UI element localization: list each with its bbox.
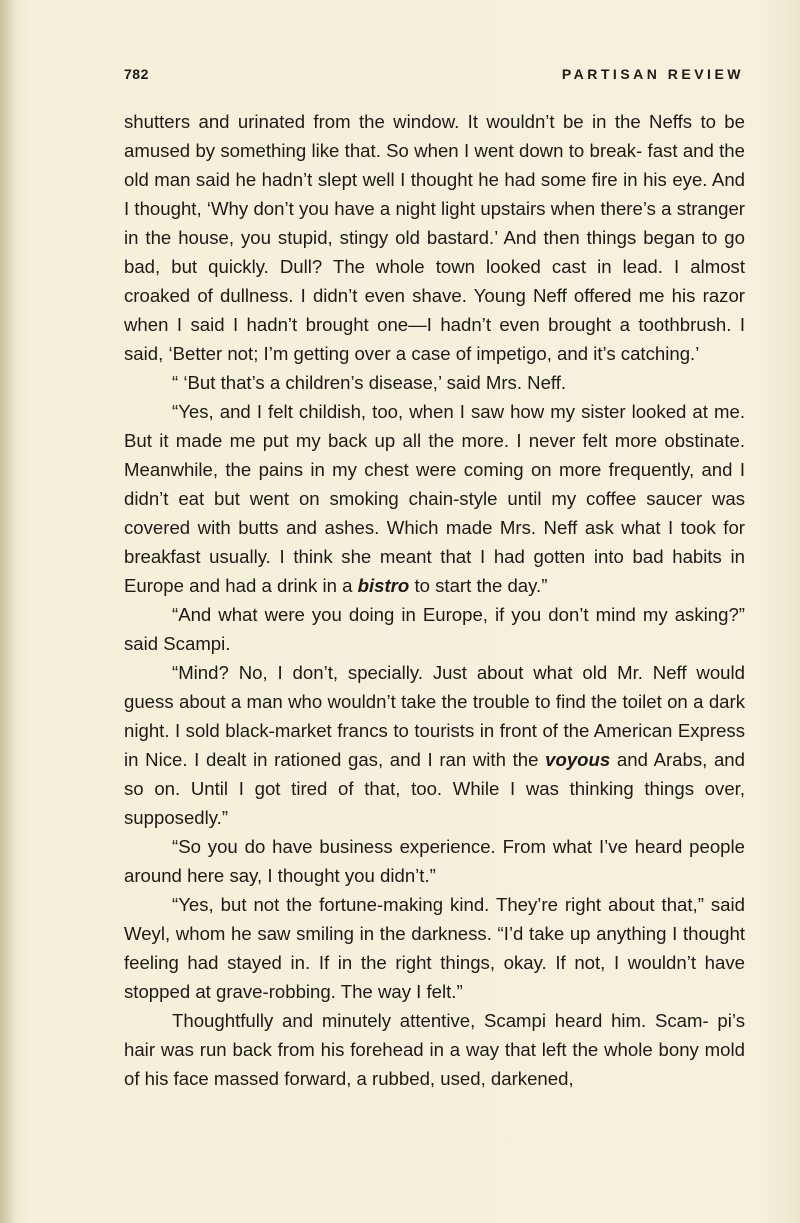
paragraph-text: to start the day.”	[409, 575, 548, 596]
binding-shadow	[0, 0, 16, 1223]
paragraph: “So you do have business experience. From what I’ve heard people around here say, I thought you didn’t.”	[124, 836, 745, 886]
paragraph: “ ‘But that’s a children’s disease,’ said Mrs. Neff.	[172, 372, 567, 393]
paragraph	[124, 658, 745, 832]
paragraph: “And what were you doing in Europe, if you don’t mind my asking?” said Scampi.	[124, 604, 745, 654]
paragraph: shutters and urinated from the window. It wouldn’t be in the Neffs to be amused by something like that. So when I went down to break- fast and the old man said he hadn’t slept well I thought he had some fire in his eye. And I thought, ‘Why don’t you have a night light upstairs when there’s a stranger in the house, you stupid, stingy old bastard.’ And then things began to go bad, but quickly. Dull? The whole town looked cast in lead. I almost croaked of dullness. I didn’t even shave. Young Neff offered me his razor when I said I hadn’t brought one—I hadn’t even brought a toothbrush. I said, ‘Better not; I’m getting over a case of impetigo, and it’s catching.’	[124, 111, 745, 364]
running-head: PARTISAN REVIEW	[561, 66, 744, 82]
paragraph: “Yes, but not the fortune-making kind. They’re right about that,” said Weyl, whom he saw smiling in the darkness. “I’d take up anything I thought feeling had stayed in. If in the right things, okay. If not, I wouldn’t have stopped at grave-robbing. The way I felt.”	[124, 894, 745, 1002]
body-text	[124, 107, 745, 1093]
page-header	[124, 66, 744, 86]
italic-word: voyous	[545, 749, 611, 770]
paragraph	[124, 397, 745, 600]
paragraph-text: “Mind? No, I don’t, specially. Just about what old Mr. Neff would guess about a man who wouldn’t take the trouble to find the toilet on a dark night. I sold black-market francs to tourists in front of the American Express in Nice. I dealt in rationed gas, and I ran with the	[124, 662, 745, 770]
italic-word: bistro	[357, 575, 410, 596]
paragraph-text: “Yes, and I felt childish, too, when I saw how my sister looked at me. But it made me put my back up all the more. I never felt more obstinate. Meanwhile, the pains in my chest were coming on more frequently, and I didn’t eat but went on smoking chain-style until my coffee saucer was covered with butts and ashes. Which made Mrs. Neff ask what I took for breakfast usually. I think she meant that I had gotten into bad habits in Europe and had a drink in a	[124, 401, 745, 596]
paragraph: Thoughtfully and minutely attentive, Scampi heard him. Scam- pi’s hair was run back from his forehead in a way that left the whole bony mold of his face massed forward, a rubbed, used, darkened,	[124, 1010, 745, 1089]
page-number: 782	[124, 66, 149, 82]
paragraph-text: and Arabs, and so on. Until I got tired of that, too. While I was thinking things over, supposedly.”	[124, 749, 745, 828]
